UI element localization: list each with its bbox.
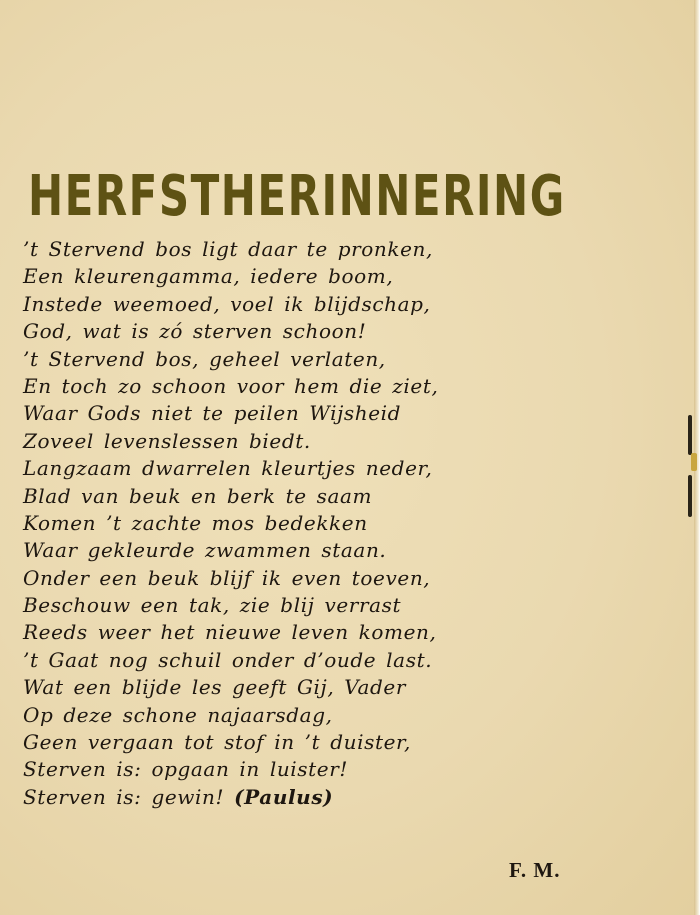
poem-line: Blad van beuk en berk te saam (23, 483, 373, 508)
poem-line: ’t Gaat nog schuil onder d’oude last. (23, 647, 433, 672)
poem-line: Beschouw een tak, zie blij verrast (23, 593, 402, 618)
author-initials: F. M. (509, 858, 561, 882)
poem-line: Een kleurengamma, iedere boom, (23, 264, 394, 289)
binding-shadow-top (688, 415, 692, 455)
poem-line: Instede weemoed, voel ik blijdschap, (23, 291, 431, 316)
poem-line: En toch zo schoon voor hem die ziet, (23, 373, 439, 398)
staple-icon (691, 453, 697, 471)
poem-line-text: Sterven is: gewin! (23, 784, 225, 809)
poem-title: HERFSTHERINNERING (28, 163, 566, 229)
poem-line: Wat een blijde les geeft Gij, Vader (23, 675, 406, 700)
poem-line: Geen vergaan tot stof in ’t duister, (23, 730, 411, 755)
poem-line: Reeds weer het nieuwe leven komen, (23, 620, 437, 645)
poem-line: Langzaam dwarrelen kleurtjes neder, (23, 456, 433, 481)
attribution-paulus: (Paulus) (234, 784, 334, 809)
binding-shadow-bottom (688, 475, 692, 517)
poem-line: Sterven is: opgaan in luister! (23, 757, 349, 782)
poem-body (23, 236, 438, 811)
poem-line: Waar Gods niet te peilen Wijsheid (23, 401, 402, 426)
poem-line: Zoveel levenslessen biedt. (23, 428, 311, 453)
poem-line: Onder een beuk blijf ik even toeven, (23, 565, 431, 590)
poem-line: Komen ’t zachte mos bedekken (23, 510, 368, 535)
poem-line: Waar gekleurde zwammen staan. (23, 538, 387, 563)
poem-line-final (23, 784, 438, 811)
poem-line: ’t Stervend bos, geheel verlaten, (23, 346, 386, 371)
poem-line: God, wat is zó sterven schoon! (23, 319, 367, 344)
poem-line: ’t Stervend bos ligt daar te pronken, (23, 237, 433, 261)
poem-line: Op deze schone najaarsdag, (23, 702, 333, 727)
